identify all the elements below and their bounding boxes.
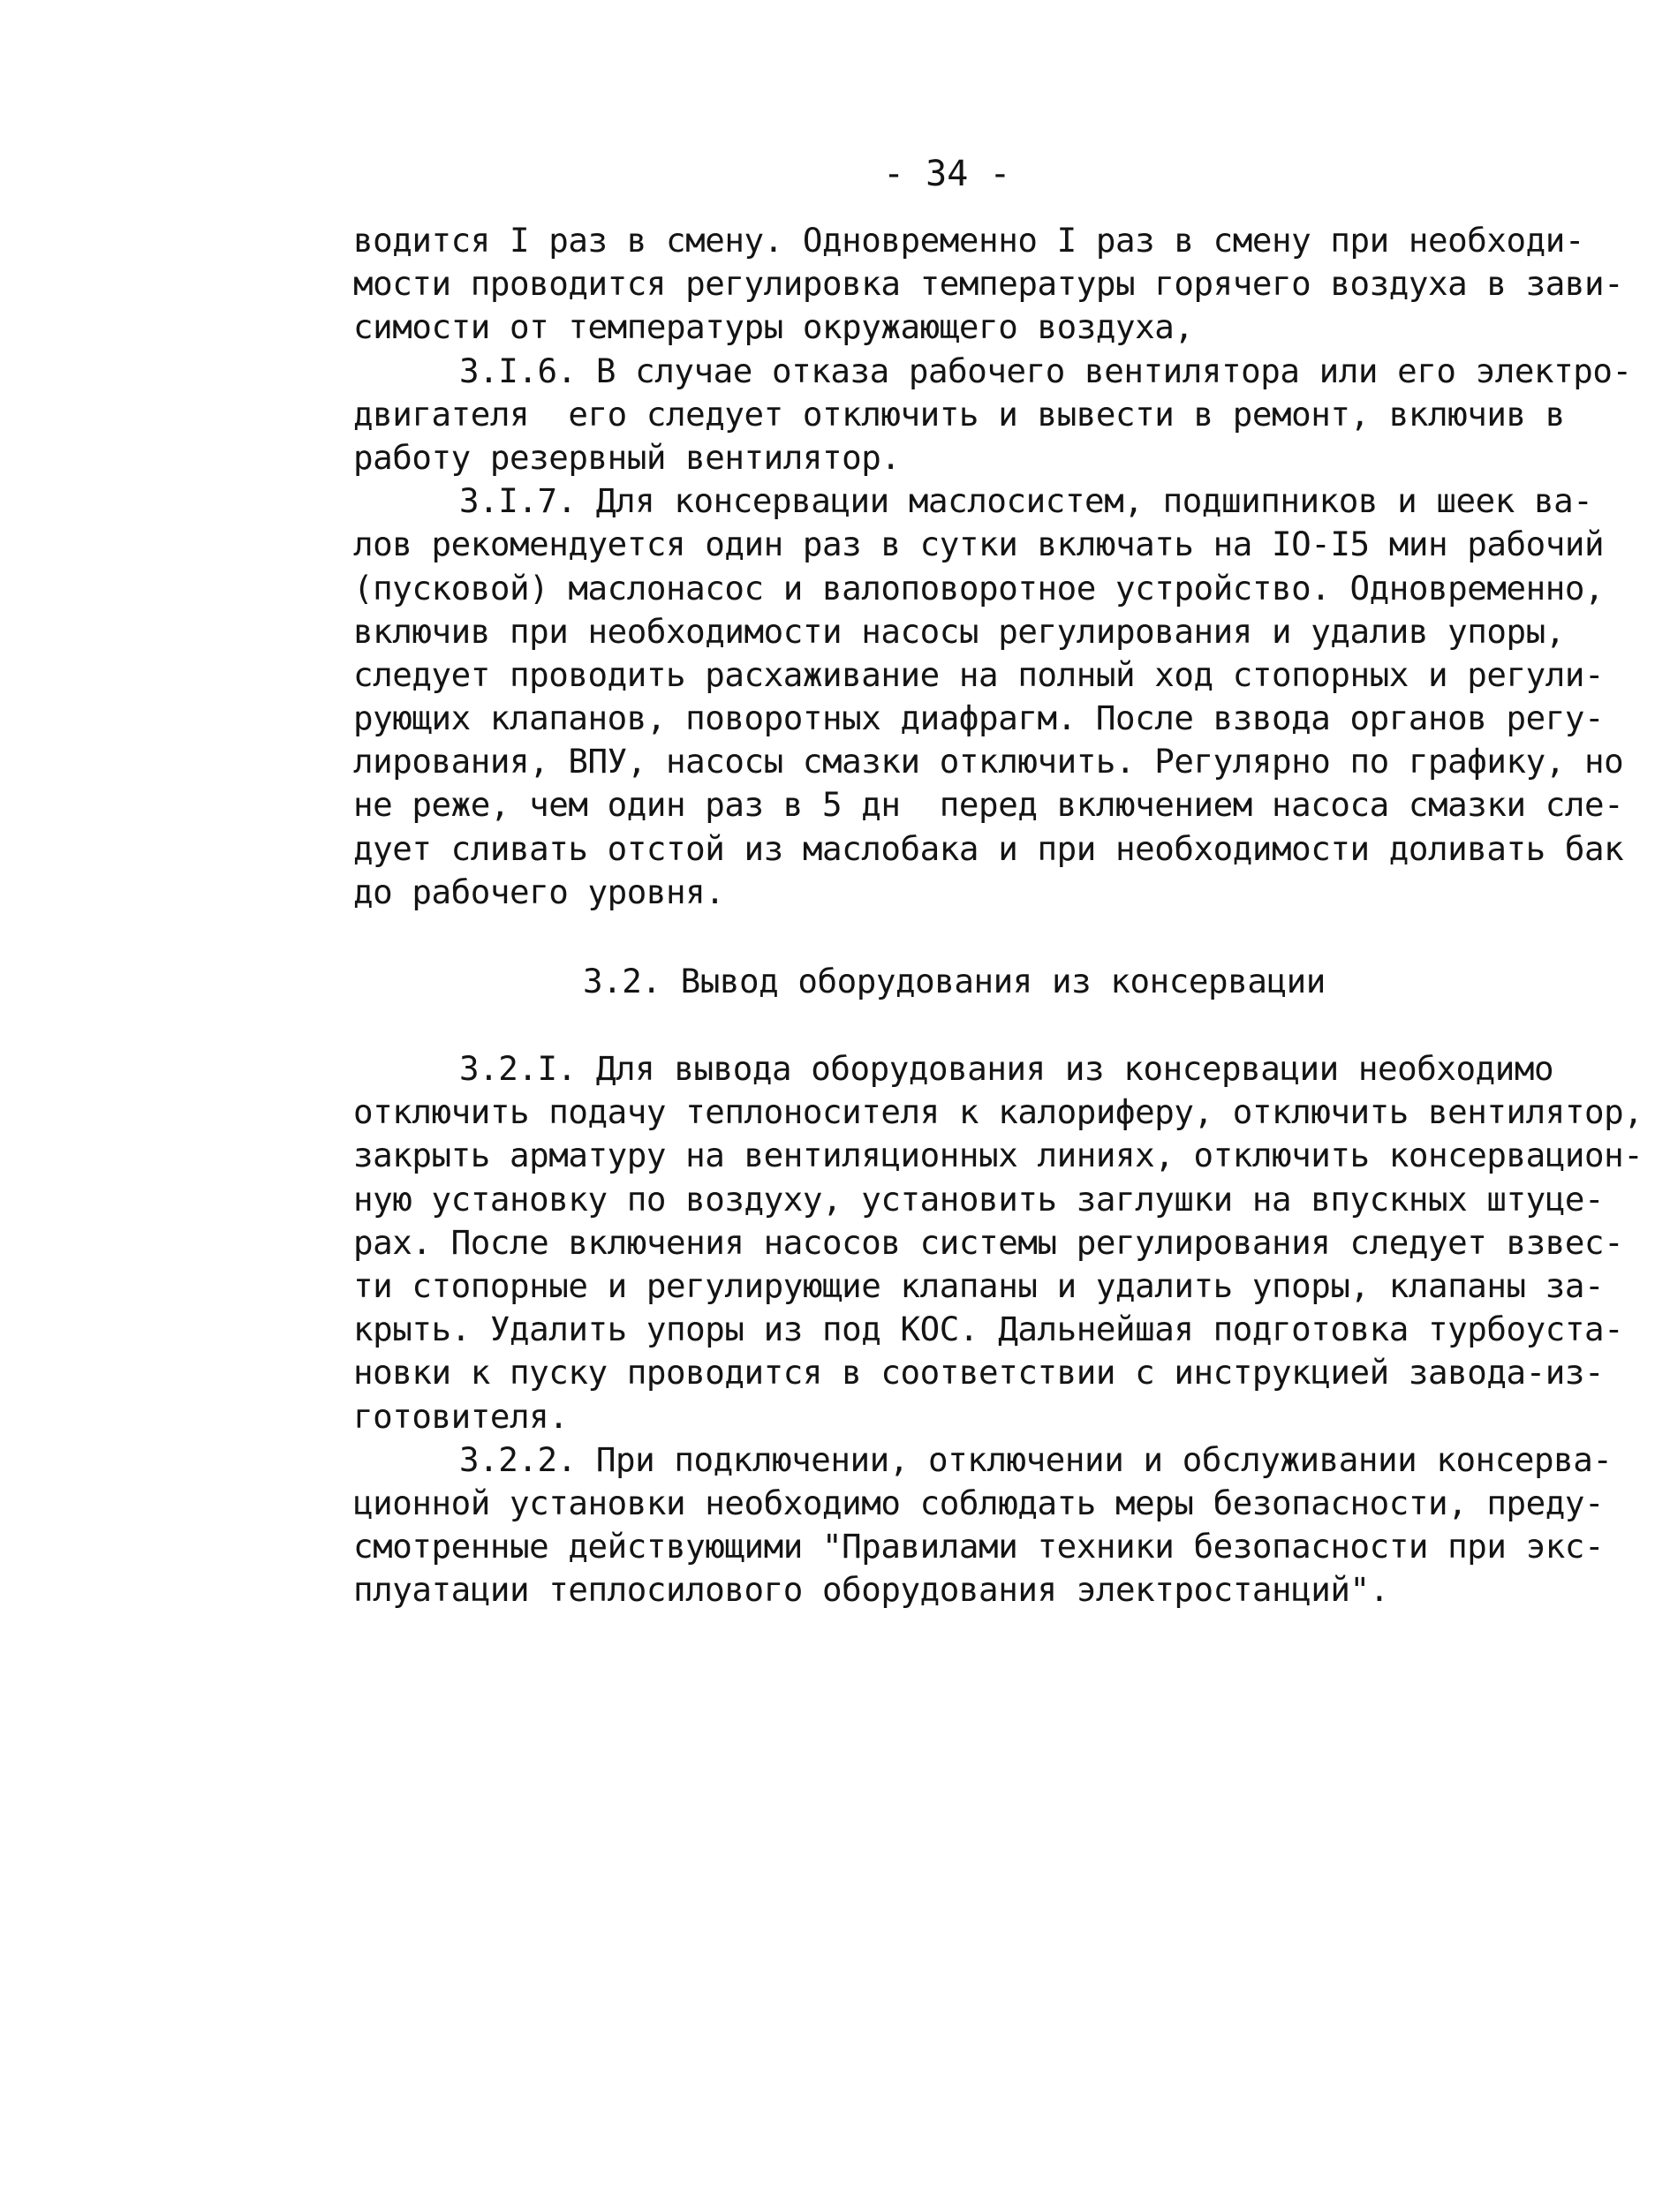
text-line: водится I раз в смену. Одновременно I раз в смену при необходи-: [353, 221, 1584, 260]
section-heading: 3.2. Вывод оборудования из консервации: [583, 962, 1326, 1000]
text-line: лирования, ВПУ, насосы смазки отключить. Регулярно по графику, но: [353, 742, 1624, 781]
text-line: дует сливать отстой из маслобака и при необходимости доливать бак: [353, 828, 1624, 868]
text-line: ную установку по воздуху, установить заглушки на впускных штуце-: [353, 1179, 1605, 1219]
text-line: закрыть арматуру на вентиляционных линиях, отключить консервацион-: [353, 1136, 1644, 1175]
text-line: отключить подачу теплоносителя к калориферу, отключить вентилятор,: [353, 1092, 1644, 1132]
paragraph-3-2-1-first-line: 3.2.I. Для вывода оборудования из консервации необходимо: [459, 1049, 1554, 1088]
text-line: смотренные действующими "Правилами техники безопасности при экс-: [353, 1527, 1605, 1567]
paragraph-3-1-7-first-line: 3.I.7. Для консервации маслосистем, подшипников и шеек ва-: [459, 481, 1593, 521]
text-line: (пусковой) маслонасос и валоповоротное устройство. Одновременно,: [353, 568, 1605, 608]
text-line: новки к пуску проводится в соответствии с инструкцией завода-из-: [353, 1353, 1605, 1393]
text-line: плуатации теплосилового оборудования электростанций".: [353, 1570, 1389, 1610]
text-line: готовителя.: [353, 1396, 569, 1436]
paragraph-3-2-2-first-line: 3.2.2. При подключении, отключении и обслуживании консерва-: [459, 1439, 1613, 1479]
text-line: рах. После включения насосов системы регулирования следует взвес-: [353, 1222, 1624, 1262]
body-text-bottom: [353, 1047, 1644, 1612]
text-line: включив при необходимости насосы регулирования и удалив упоры,: [353, 611, 1565, 651]
text-line: двигателя его следует отключить и вывести в ремонт, включив в: [353, 394, 1565, 434]
text-line: мости проводится регулировка температуры горячего воздуха в зави-: [353, 264, 1624, 304]
text-line: ционной установки необходимо соблюдать меры безопасности, преду-: [353, 1483, 1605, 1522]
text-line: рующих клапанов, поворотных диафрагм. После взвода органов регу-: [353, 698, 1605, 738]
text-line: ти стопорные и регулирующие клапаны и удалить упоры, клапаны за-: [353, 1265, 1605, 1305]
text-line: следует проводить расхаживание на полный ход стопорных и регули-: [353, 654, 1605, 694]
text-line: работу резервный вентилятор.: [353, 437, 901, 477]
body-text-top: [353, 219, 1632, 914]
paragraph-3-1-6-first-line: 3.I.6. В случае отказа рабочего вентилятора или его электро-: [459, 351, 1632, 390]
page-number: - 34 -: [883, 154, 1011, 194]
text-line: крыть. Удалить упоры из под КОС. Дальнейшая подготовка турбоуста-: [353, 1310, 1624, 1349]
text-line: не реже, чем один раз в 5 дн перед включением насоса смазки сле-: [353, 785, 1624, 825]
text-line: симости от температуры окружающего воздуха,: [353, 307, 1194, 347]
text-line: лов рекомендуется один раз в сутки включать на IO-I5 мин рабочий: [353, 525, 1605, 564]
text-line: до рабочего уровня.: [353, 872, 725, 911]
